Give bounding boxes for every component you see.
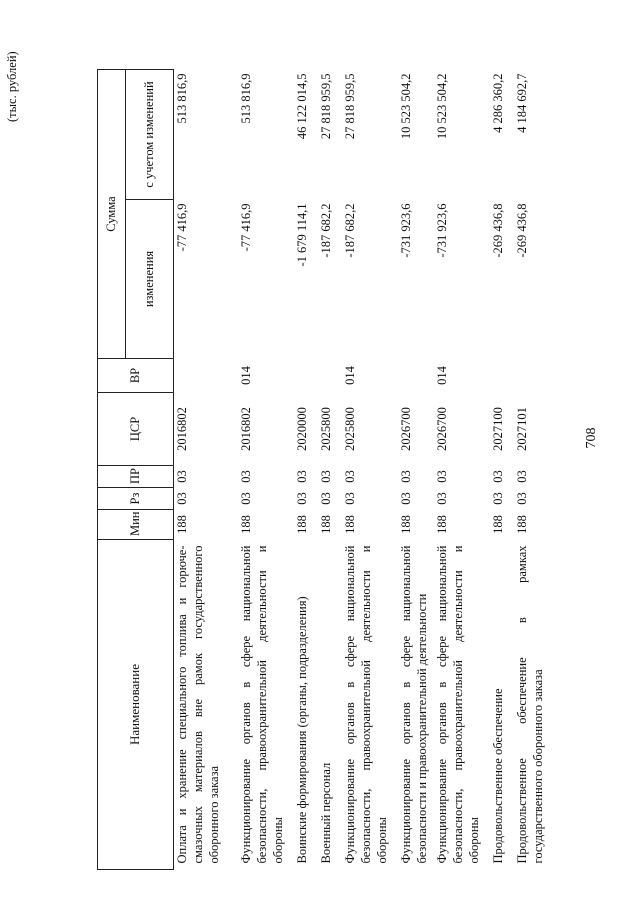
- table-body: [174, 70, 554, 870]
- row-pr: 03: [342, 470, 357, 483]
- row-min: 188: [514, 515, 529, 534]
- row-with-change: 10 523 504,2: [398, 73, 413, 140]
- row-vr: [294, 359, 318, 393]
- row-name: Функционирование органов в сфере национальной безопасности и правоохранительной деятельности: [398, 545, 429, 864]
- row-csr: 2026700: [398, 407, 413, 451]
- table-row: [238, 70, 294, 870]
- row-pr: 03: [434, 470, 449, 483]
- row-name: Функционирование органов в сфере национальной безопасности, правоохранительной деятельности и обороны: [342, 545, 389, 864]
- row-rz: 03: [434, 492, 449, 505]
- row-vr: 014: [238, 366, 253, 385]
- row-rz: 03: [294, 492, 309, 505]
- row-pr: 03: [514, 470, 529, 483]
- row-vr: [398, 359, 434, 393]
- row-pr: 03: [294, 470, 309, 483]
- row-name: Продовольственное обеспечение в рамках государственного оборонного заказа: [514, 545, 545, 864]
- row-change: -269 436,8: [490, 203, 505, 258]
- row-pr: 03: [238, 470, 253, 483]
- row-rz: 03: [490, 492, 505, 505]
- row-min: 188: [294, 515, 309, 534]
- row-with-change: 46 122 014,5: [294, 73, 309, 140]
- row-rz: 03: [514, 492, 529, 505]
- row-vr: 014: [434, 366, 449, 385]
- row-csr: 2020000: [294, 407, 309, 451]
- row-change: -1 679 114,1: [294, 203, 309, 267]
- header-name: Наименование: [98, 540, 174, 870]
- header-vr: ВР: [98, 359, 174, 393]
- row-change: -731 923,6: [434, 203, 449, 258]
- row-csr: 2027101: [514, 407, 529, 451]
- row-min: 188: [342, 515, 357, 534]
- row-name: Продовольственное обеспечение: [490, 688, 505, 864]
- row-name: Функционирование органов в сфере национальной безопасности, правоохранительной деятельности и обороны: [434, 545, 481, 864]
- row-change: -731 923,6: [398, 203, 413, 258]
- row-name: Военный персонал: [318, 762, 333, 864]
- row-vr: [490, 359, 514, 393]
- row-pr: 03: [175, 470, 189, 483]
- row-name: Функционирование органов в сфере национальной безопасности, правоохранительной деятельности и обороны: [238, 545, 285, 864]
- row-pr: 03: [490, 470, 505, 483]
- row-rz: 03: [318, 492, 333, 505]
- row-rz: 03: [342, 492, 357, 505]
- row-change: -187 682,2: [342, 203, 357, 258]
- row-rz: 03: [398, 492, 413, 505]
- row-change: -187 682,2: [318, 203, 333, 258]
- header-csr: ЦСР: [98, 393, 174, 466]
- row-name: Воинские формирования (органы, подразделения): [294, 596, 309, 864]
- row-pr: 03: [398, 470, 413, 483]
- row-with-change: 4 286 360,2: [490, 73, 505, 133]
- row-csr: 2025800: [342, 407, 357, 451]
- row-min: 188: [318, 515, 333, 534]
- table-row: [342, 70, 398, 870]
- row-with-change: 513 816,9: [175, 73, 189, 124]
- row-pr: 03: [318, 470, 333, 483]
- table-row: [514, 70, 554, 870]
- row-with-change: 10 523 504,2: [434, 73, 449, 140]
- row-vr: [174, 359, 238, 393]
- page-number: 708: [584, 427, 599, 449]
- row-min: 188: [490, 515, 505, 534]
- row-with-change: 513 816,9: [238, 73, 253, 124]
- row-vr: 014: [342, 366, 357, 385]
- row-vr: [318, 359, 342, 393]
- row-with-change: 27 818 959,5: [318, 73, 333, 140]
- header-change: изменения: [126, 200, 174, 359]
- row-change: -77 416,9: [175, 203, 189, 252]
- row-change: -269 436,8: [514, 203, 529, 258]
- table-row: [434, 70, 490, 870]
- header-sum: Сумма: [98, 70, 126, 359]
- row-name: Оплата и хранение специального топлива и горюче-смазочных материалов вне рамок государственного оборонного заказа: [175, 545, 221, 864]
- row-rz: 03: [238, 492, 253, 505]
- row-min: 188: [238, 515, 253, 534]
- row-csr: 2025800: [318, 407, 333, 451]
- row-min: 188: [398, 515, 413, 534]
- budget-table: [97, 69, 554, 870]
- table-row: [398, 70, 434, 870]
- table-row: [174, 70, 238, 870]
- row-with-change: 4 184 692,7: [514, 73, 529, 133]
- table-row: [294, 70, 318, 870]
- row-change: -77 416,9: [238, 203, 253, 252]
- row-vr: [514, 359, 554, 393]
- table-row: [490, 70, 514, 870]
- row-min: 188: [434, 515, 449, 534]
- header-with-change: с учетом изменений: [126, 70, 174, 200]
- row-csr: 2027100: [490, 407, 505, 451]
- row-csr: 2016802: [238, 407, 253, 451]
- row-rz: 03: [175, 492, 189, 505]
- row-min: 188: [175, 515, 189, 534]
- table-row: [318, 70, 342, 870]
- header-rz: Рз: [98, 488, 174, 510]
- header-pr: ПР: [98, 466, 174, 488]
- units-label: (тыс. рублей): [5, 51, 19, 122]
- row-csr: 2026700: [434, 407, 449, 451]
- header-min: Мин: [98, 510, 174, 540]
- row-csr: 2016802: [175, 407, 189, 451]
- row-with-change: 27 818 959,5: [342, 73, 357, 140]
